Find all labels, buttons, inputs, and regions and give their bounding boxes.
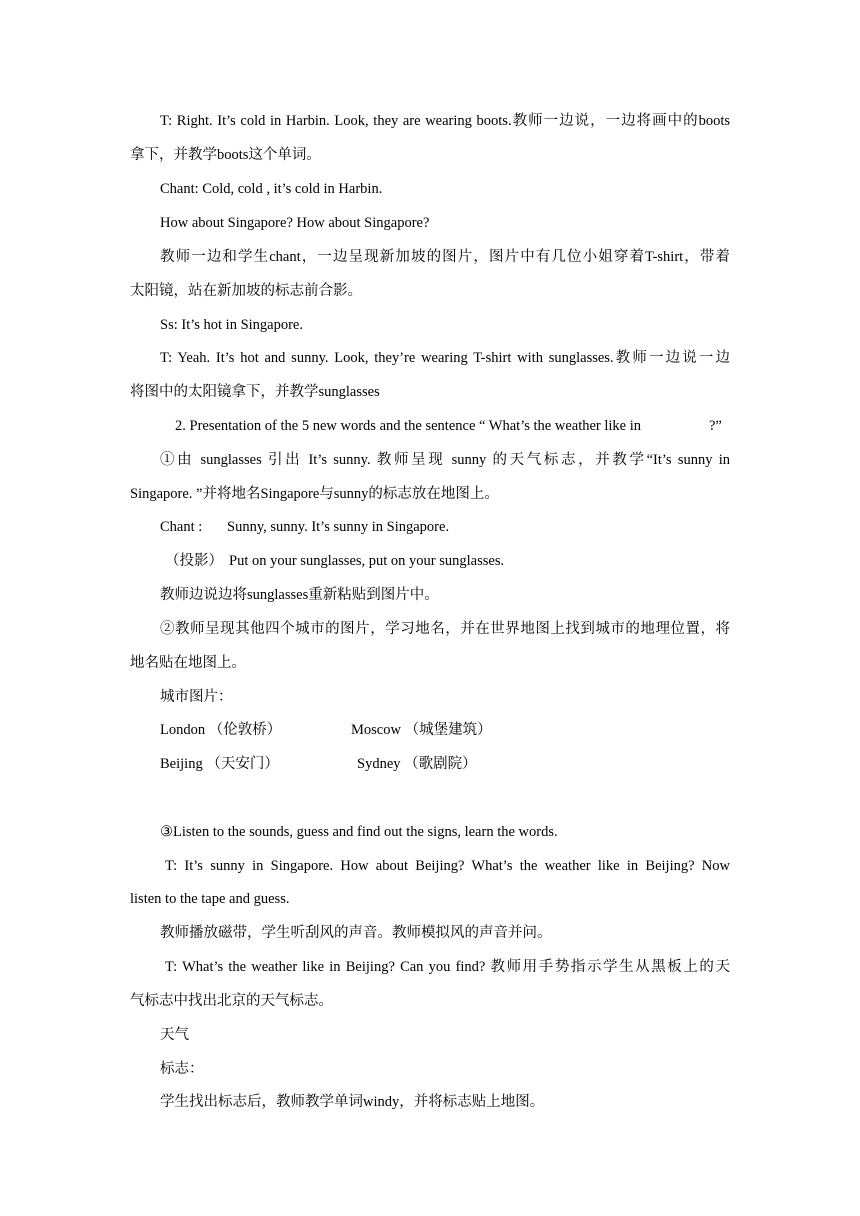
heading-text: 2. Presentation of the 5 new words and the sentence “ What’s the weather like in bbox=[175, 418, 642, 434]
chant-label: Chant : bbox=[160, 519, 203, 535]
text-line: Ss: It’s hot in Singapore. bbox=[160, 317, 303, 333]
text-line: 气标志中找出北京的天气标志。 bbox=[130, 993, 333, 1009]
text-line: 教师边说边将sunglasses重新粘贴到图片中。 bbox=[160, 587, 439, 603]
text-line: 教师一边和学生chant，一边呈现新加坡的图片，图片中有几位小姐穿着T-shirt，带着 bbox=[160, 249, 730, 265]
heading-end: ?” bbox=[709, 418, 722, 434]
text-line: ①由 sunglasses 引出 It’s sunny. 教师呈现 sunny 的天气标志，并教学“It’s sunny in bbox=[160, 452, 730, 468]
text-line: T: Yeah. It’s hot and sunny. Look, they’re wearing T-shirt with sunglasses.教师一边说一边 bbox=[160, 350, 730, 366]
text-line: 将图中的太阳镜拿下，并教学sunglasses bbox=[130, 384, 380, 400]
text-line: listen to the tape and guess. bbox=[130, 891, 290, 907]
text-line: How about Singapore? How about Singapore? bbox=[160, 215, 430, 231]
projection-text: Put on your sunglasses, put on your sunglasses. bbox=[229, 553, 505, 569]
text-line: 学生找出标志后，教师教学单词windy，并将标志贴上地图。 bbox=[160, 1094, 545, 1110]
text-line: T: What’s the weather like in Beijing? Can you find? 教师用手势指示学生从黑板上的天 bbox=[165, 959, 730, 975]
city-moscow: Moscow （城堡建筑） bbox=[351, 722, 492, 738]
city-row bbox=[160, 754, 730, 774]
text-line: 太阳镜，站在新加坡的标志前合影。 bbox=[130, 283, 362, 299]
text-line: T: It’s sunny in Singapore. How about Beijing? What’s the weather like in Beijing? Now bbox=[165, 858, 730, 874]
text-line: ②教师呈现其他四个城市的图片，学习地名，并在世界地图上找到城市的地理位置，将 bbox=[160, 621, 730, 637]
city-sydney: Sydney （歌剧院） bbox=[357, 756, 477, 772]
text-line: 教师播放磁带，学生听刮风的声音。教师模拟风的声音并问。 bbox=[160, 925, 552, 941]
text-line: ③Listen to the sounds, guess and find out the signs, learn the words. bbox=[160, 824, 558, 840]
city-beijing: Beijing （天安门） bbox=[160, 756, 279, 772]
section-heading bbox=[175, 416, 735, 436]
text-line: 地名贴在地图上。 bbox=[130, 655, 246, 671]
projection-line bbox=[165, 551, 765, 571]
text-line: 拿下，并教学boots这个单词。 bbox=[130, 147, 321, 163]
chant-text: Sunny, sunny. It’s sunny in Singapore. bbox=[227, 519, 450, 535]
text-line: Chant: Cold, cold , it’s cold in Harbin. bbox=[160, 181, 383, 197]
projection-label: （投影） bbox=[165, 553, 223, 569]
text-line: 标志： bbox=[160, 1061, 204, 1077]
text-line: T: Right. It’s cold in Harbin. Look, they are wearing boots.教师一边说，一边将画中的boots bbox=[160, 113, 730, 129]
text-line: 城市图片： bbox=[160, 689, 233, 705]
city-london: London （伦敦桥） bbox=[160, 722, 282, 738]
city-row bbox=[160, 720, 730, 740]
chant-line bbox=[160, 517, 730, 537]
text-line: 天气 bbox=[160, 1027, 189, 1043]
text-line: Singapore. ”并将地名Singapore与sunny的标志放在地图上。 bbox=[130, 486, 499, 502]
